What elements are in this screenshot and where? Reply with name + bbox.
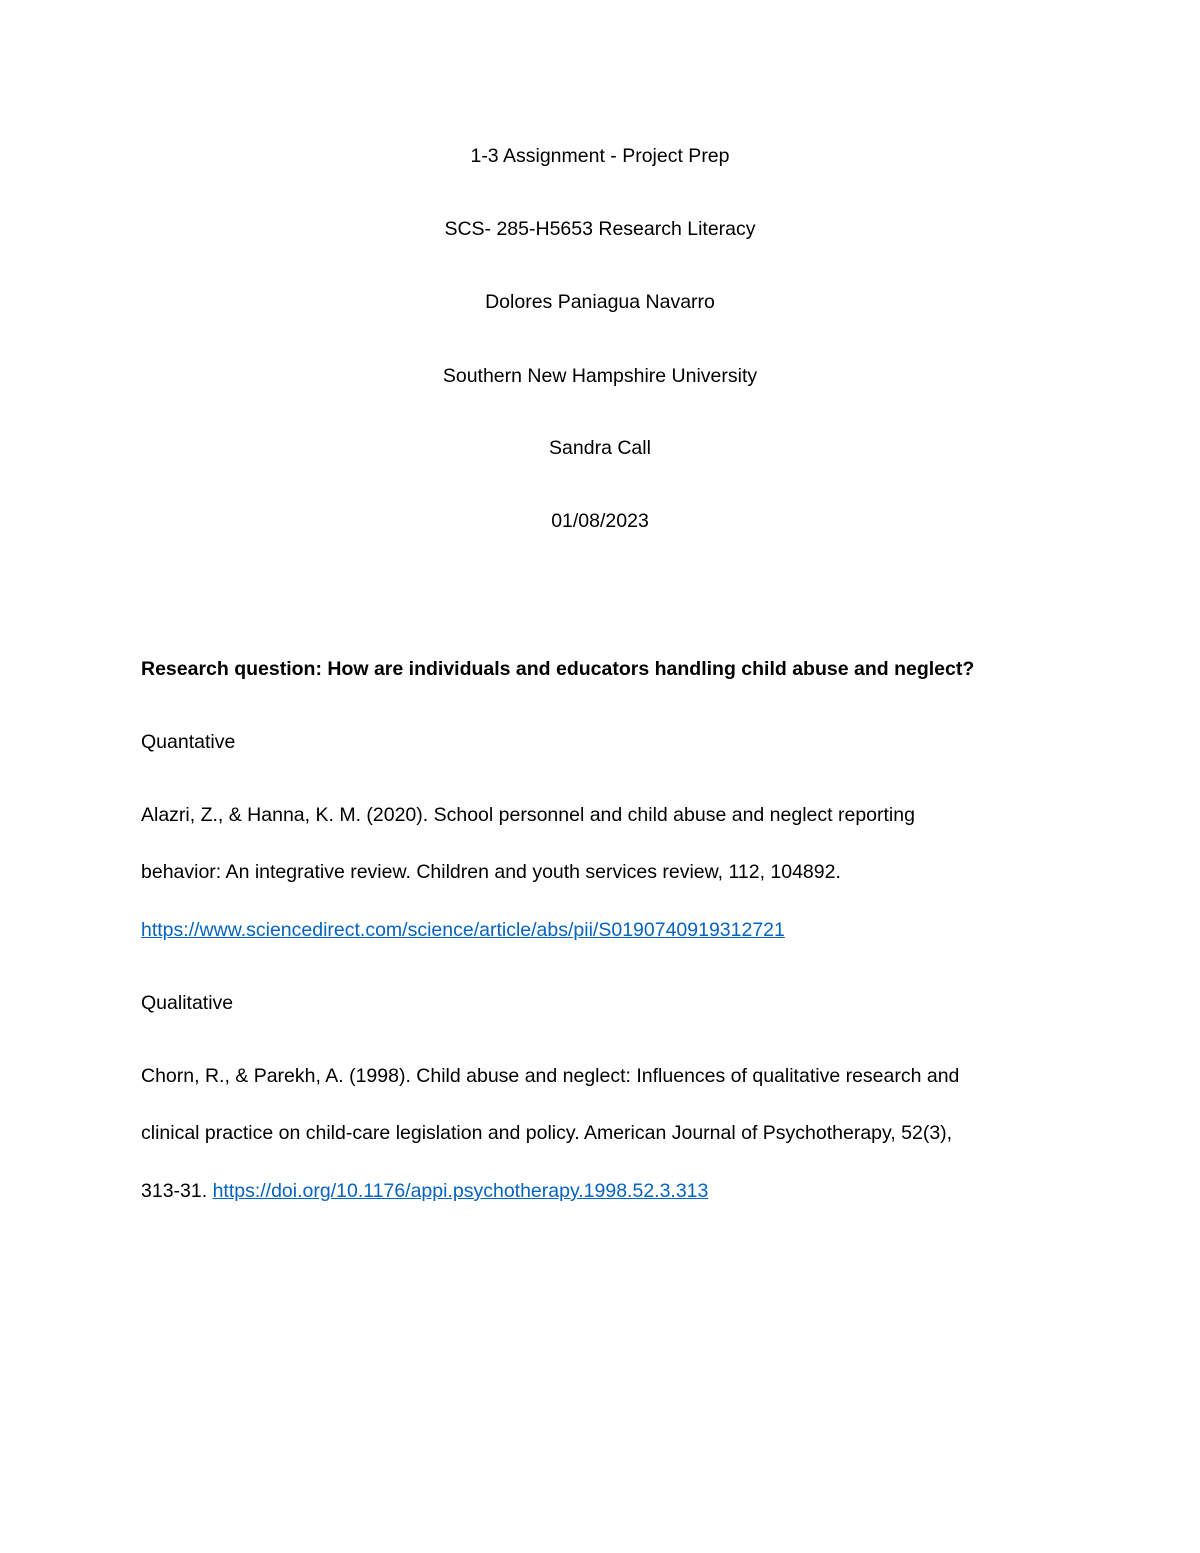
course-name: SCS- 285-H5653 Research Literacy xyxy=(444,218,756,240)
reference-1-line-2: behavior: An integrative review. Children and youth services review, 112, 104892. xyxy=(141,861,841,883)
research-question: Research question: How are individuals and educators handling child abuse and neglect? xyxy=(141,658,975,680)
document-title: 1-3 Assignment - Project Prep xyxy=(470,145,730,167)
qualitative-heading: Qualitative xyxy=(141,992,234,1014)
quantitative-heading: Quantative xyxy=(141,731,236,753)
author-name: Dolores Paniagua Navarro xyxy=(485,291,715,313)
reference-2-line-3 xyxy=(141,1179,708,1203)
reference-1-link[interactable]: https://www.sciencedirect.com/science/article/abs/pii/S0190740919312721 xyxy=(141,919,785,941)
document-date: 01/08/2023 xyxy=(551,510,649,532)
reference-2-line-2: clinical practice on child-care legislation and policy. American Journal of Psychotherapy, 52(3), xyxy=(141,1122,953,1144)
instructor-name: Sandra Call xyxy=(549,437,651,459)
reference-1-line-1: Alazri, Z., & Hanna, K. M. (2020). School personnel and child abuse and neglect reporting xyxy=(141,804,915,826)
institution-name: Southern New Hampshire University xyxy=(442,365,758,387)
reference-2-line-1: Chorn, R., & Parekh, A. (1998). Child abuse and neglect: Influences of qualitative research and xyxy=(141,1065,960,1087)
reference-2-pages: 313-31. xyxy=(141,1180,208,1202)
reference-2-link[interactable]: https://doi.org/10.1176/appi.psychotherapy.1998.52.3.313 xyxy=(212,1180,709,1202)
